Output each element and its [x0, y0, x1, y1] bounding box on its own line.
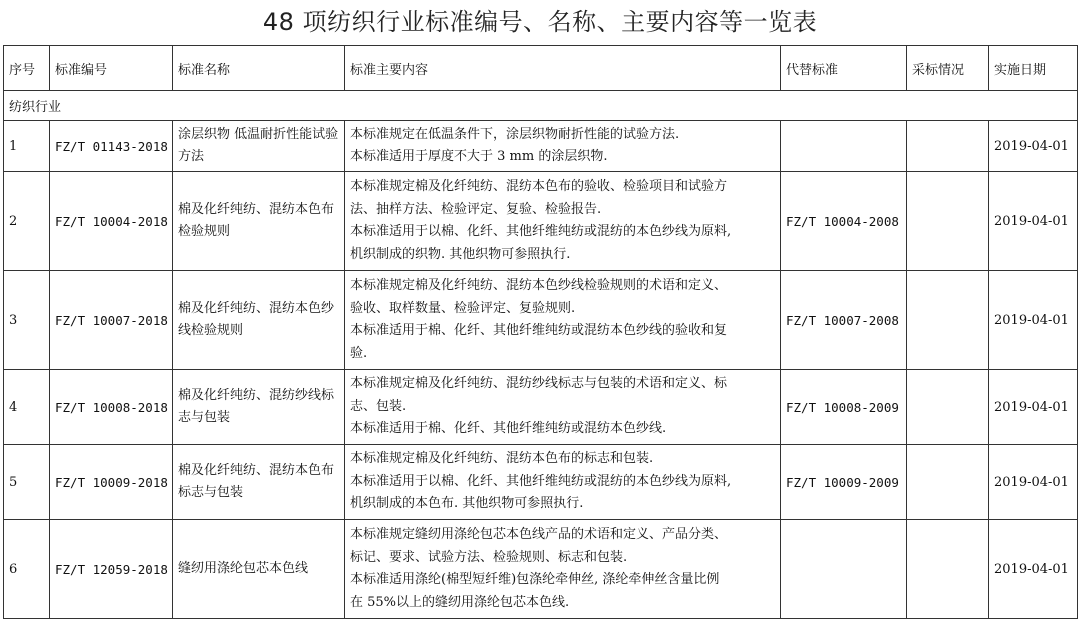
row-adopt	[907, 520, 989, 619]
row-seq: 3	[4, 271, 50, 370]
content-line: 机织制成的本色布. 其他织物可参照执行.	[350, 496, 584, 512]
row-adopt	[907, 370, 989, 445]
row-adopt	[907, 172, 989, 271]
row-name: 棉及化纤纯纺、混纺本色布检验规则	[173, 172, 345, 271]
row-replace: FZ/T 10004-2008	[781, 172, 907, 271]
row-content	[345, 172, 781, 271]
row-code: FZ/T 01143-2018	[50, 121, 173, 172]
content-line: 法、抽样方法、检验评定、复验、检验报告.	[350, 201, 602, 217]
row-content	[345, 370, 781, 445]
document-title: 48 项纺织行业标准编号、名称、主要内容等一览表	[262, 8, 818, 36]
table-row	[4, 370, 1078, 445]
content-line: 本标准规定棉及化纤纯纺、混纺本色纱线检验规则的术语和定义、	[350, 278, 728, 293]
row-name: 棉及化纤纯纺、混纺本色纱线检验规则	[173, 271, 345, 370]
content-line: 本标准规定在低温条件下，涂层织物耐折性能的试验方法.	[350, 126, 680, 142]
row-replace: FZ/T 10007-2008	[781, 271, 907, 370]
header-code: 标准编号	[50, 46, 173, 91]
content-line: 本标准规定棉及化纤纯纺、混纺本色布的验收、检验项目和试验方	[350, 179, 728, 194]
header-replace: 代替标准	[781, 46, 907, 91]
row-date: 2019-04-01	[989, 445, 1078, 520]
row-date: 2019-04-01	[989, 172, 1078, 271]
row-adopt	[907, 121, 989, 172]
row-adopt	[907, 445, 989, 520]
header-name: 标准名称	[173, 46, 345, 91]
content-line: 志、包装.	[350, 398, 407, 414]
row-code: FZ/T 10007-2018	[50, 271, 173, 370]
content-line: 本标准适用于以棉、化纤、其他纤维纯纺或混纺的本色纱线为原料,	[350, 224, 732, 239]
row-content	[345, 445, 781, 520]
content-line: 本标准适用于棉、化纤、其他纤维纯纺或混纺本色纱线.	[350, 421, 667, 437]
row-content	[345, 520, 781, 619]
content-line: 本标准适用于以棉、化纤、其他纤维纯纺或混纺的本色纱线为原料,	[350, 473, 732, 489]
row-replace	[781, 121, 907, 172]
row-adopt	[907, 271, 989, 370]
row-seq: 4	[4, 370, 50, 445]
row-name: 涂层织物 低温耐折性能试验方法	[173, 121, 345, 172]
row-name: 缝纫用涤纶包芯本色线	[173, 520, 345, 619]
content-line: 本标准规定棉及化纤纯纺、混纺纱线标志与包装的术语和定义、标	[350, 376, 728, 392]
header-content: 标准主要内容	[345, 46, 781, 91]
standards-table	[3, 45, 1078, 619]
row-name: 棉及化纤纯纺、混纺纱线标志与包装	[173, 370, 345, 445]
row-content	[345, 121, 781, 172]
table-row	[4, 172, 1078, 271]
content-line: 本标准适用于厚度不大于 3 mm 的涂层织物.	[350, 149, 608, 164]
row-date: 2019-04-01	[989, 271, 1078, 370]
row-code: FZ/T 10004-2018	[50, 172, 173, 271]
content-line: 机织制成的织物. 其他织物可参照执行.	[350, 246, 571, 262]
content-line: 本标准规定缝纫用涤纶包芯本色线产品的术语和定义、产品分类、	[350, 527, 728, 542]
row-date: 2019-04-01	[989, 520, 1078, 619]
table-row	[4, 121, 1078, 172]
table-row	[4, 520, 1078, 619]
content-line: 验收、取样数量、检验评定、复验规则.	[350, 300, 576, 316]
row-name: 棉及化纤纯纺、混纺本色布标志与包装	[173, 445, 345, 520]
row-content	[345, 271, 781, 370]
section-row	[4, 91, 1078, 121]
content-line: 验.	[350, 345, 368, 361]
row-date: 2019-04-01	[989, 370, 1078, 445]
row-code: FZ/T 10009-2018	[50, 445, 173, 520]
row-code: FZ/T 12059-2018	[50, 520, 173, 619]
row-seq: 2	[4, 172, 50, 271]
row-replace	[781, 520, 907, 619]
table-row	[4, 445, 1078, 520]
content-line: 在 55%以上的缝纫用涤纶包芯本色线.	[350, 594, 570, 610]
row-seq: 1	[4, 121, 50, 172]
content-line: 本标准适用于棉、化纤、其他纤维纯纺或混纺本色纱线的验收和复	[350, 323, 728, 338]
content-line: 本标准适用涤纶(棉型短纤维)包涤纶牵伸丝, 涤纶牵伸丝含量比例	[350, 572, 720, 587]
table-row	[4, 271, 1078, 370]
row-date: 2019-04-01	[989, 121, 1078, 172]
header-date: 实施日期	[989, 46, 1078, 91]
section-label: 纺织行业	[4, 91, 1078, 121]
content-line: 标记、要求、试验方法、检验规则、标志和包装.	[350, 549, 628, 565]
row-seq: 6	[4, 520, 50, 619]
row-replace: FZ/T 10009-2009	[781, 445, 907, 520]
header-row	[4, 46, 1078, 91]
row-code: FZ/T 10008-2018	[50, 370, 173, 445]
content-line: 本标准规定棉及化纤纯纺、混纺本色布的标志和包装.	[350, 451, 654, 467]
header-seq: 序号	[4, 46, 50, 91]
row-seq: 5	[4, 445, 50, 520]
header-adopt: 采标情况	[907, 46, 989, 91]
row-replace: FZ/T 10008-2009	[781, 370, 907, 445]
